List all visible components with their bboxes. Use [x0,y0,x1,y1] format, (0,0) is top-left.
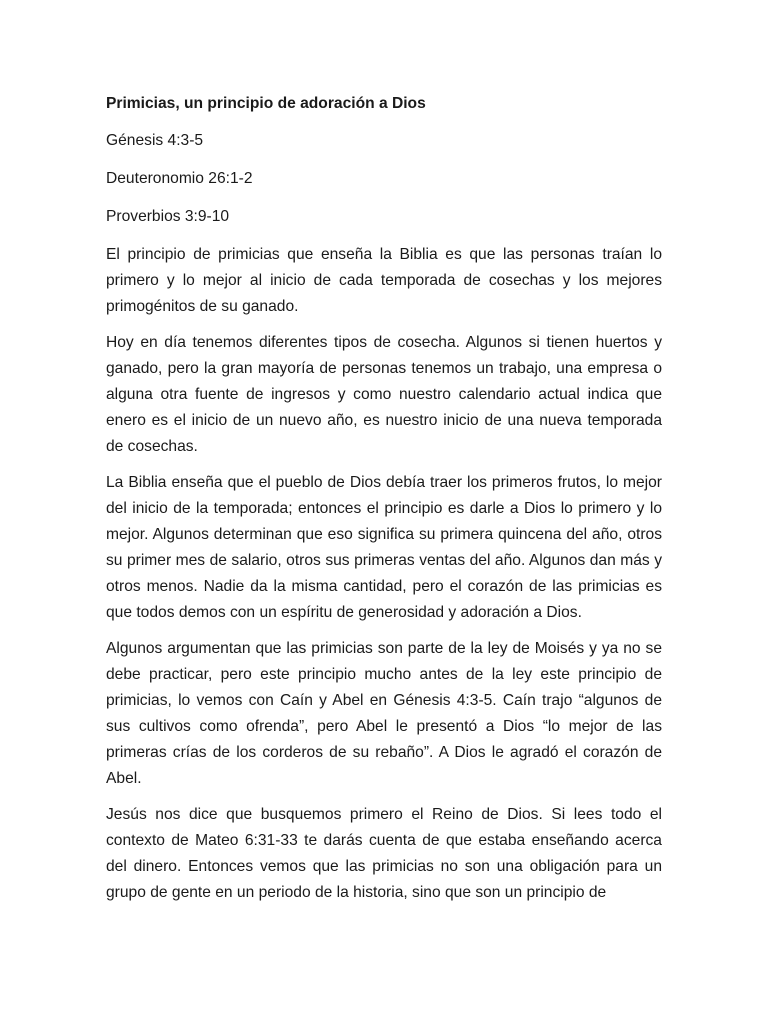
body-paragraph: La Biblia enseña que el pueblo de Dios debía traer los primeros frutos, lo mejor del inicio de la temporada; entonces el principio es darle a Dios lo primero y lo mejor. Algunos determinan que eso significa su primera quincena del año, otros su primer mes de salario, otros sus primeras ventas del año. Algunos dan más y otros menos. Nadie da la misma cantidad, pero el corazón de las primicias es que todos demos con un espíritu de generosidad y adoración a Dios. [106,474,662,621]
body-paragraph: El principio de primicias que enseña la Biblia es que las personas traían lo primero y lo mejor al inicio de cada temporada de cosechas y los mejores primogénitos de su ganado. [106,246,662,315]
document-title: Primicias, un principio de adoración a Dios [106,95,426,112]
body-paragraph: Hoy en día tenemos diferentes tipos de cosecha. Algunos si tienen huertos y ganado, pero la gran mayoría de personas tenemos un trabajo, una empresa o alguna otra fuente de ingresos y como nuestro calendario actual indica que enero es el inicio de un nuevo año, es nuestro inicio de una nueva temporada de cosechas. [106,334,662,455]
scripture-reference: Deuteronomio 26:1-2 [106,170,253,187]
scripture-reference: Proverbios 3:9-10 [106,208,230,225]
document-page [106,84,662,916]
body-paragraph: Jesús nos dice que busquemos primero el Reino de Dios. Si lees todo el contexto de Mateo 6:31-33 te darás cuenta de que estaba enseñando acerca del dinero. Entonces vemos que las primicias no son una obligación para un grupo de gente en un periodo de la historia, sino que son un principio de [106,806,662,901]
body-paragraph: Algunos argumentan que las primicias son parte de la ley de Moisés y ya no se debe practicar, pero este principio mucho antes de la ley este principio de primicias, lo vemos con Caín y Abel en Génesis 4:3-5. Caín trajo “algunos de sus cultivos como ofrenda”, pero Abel le presentó a Dios “lo mejor de las primeras crías de los corderos de su rebaño”. A Dios le agradó el corazón de Abel. [106,640,662,787]
scripture-reference: Génesis 4:3-5 [106,132,204,149]
